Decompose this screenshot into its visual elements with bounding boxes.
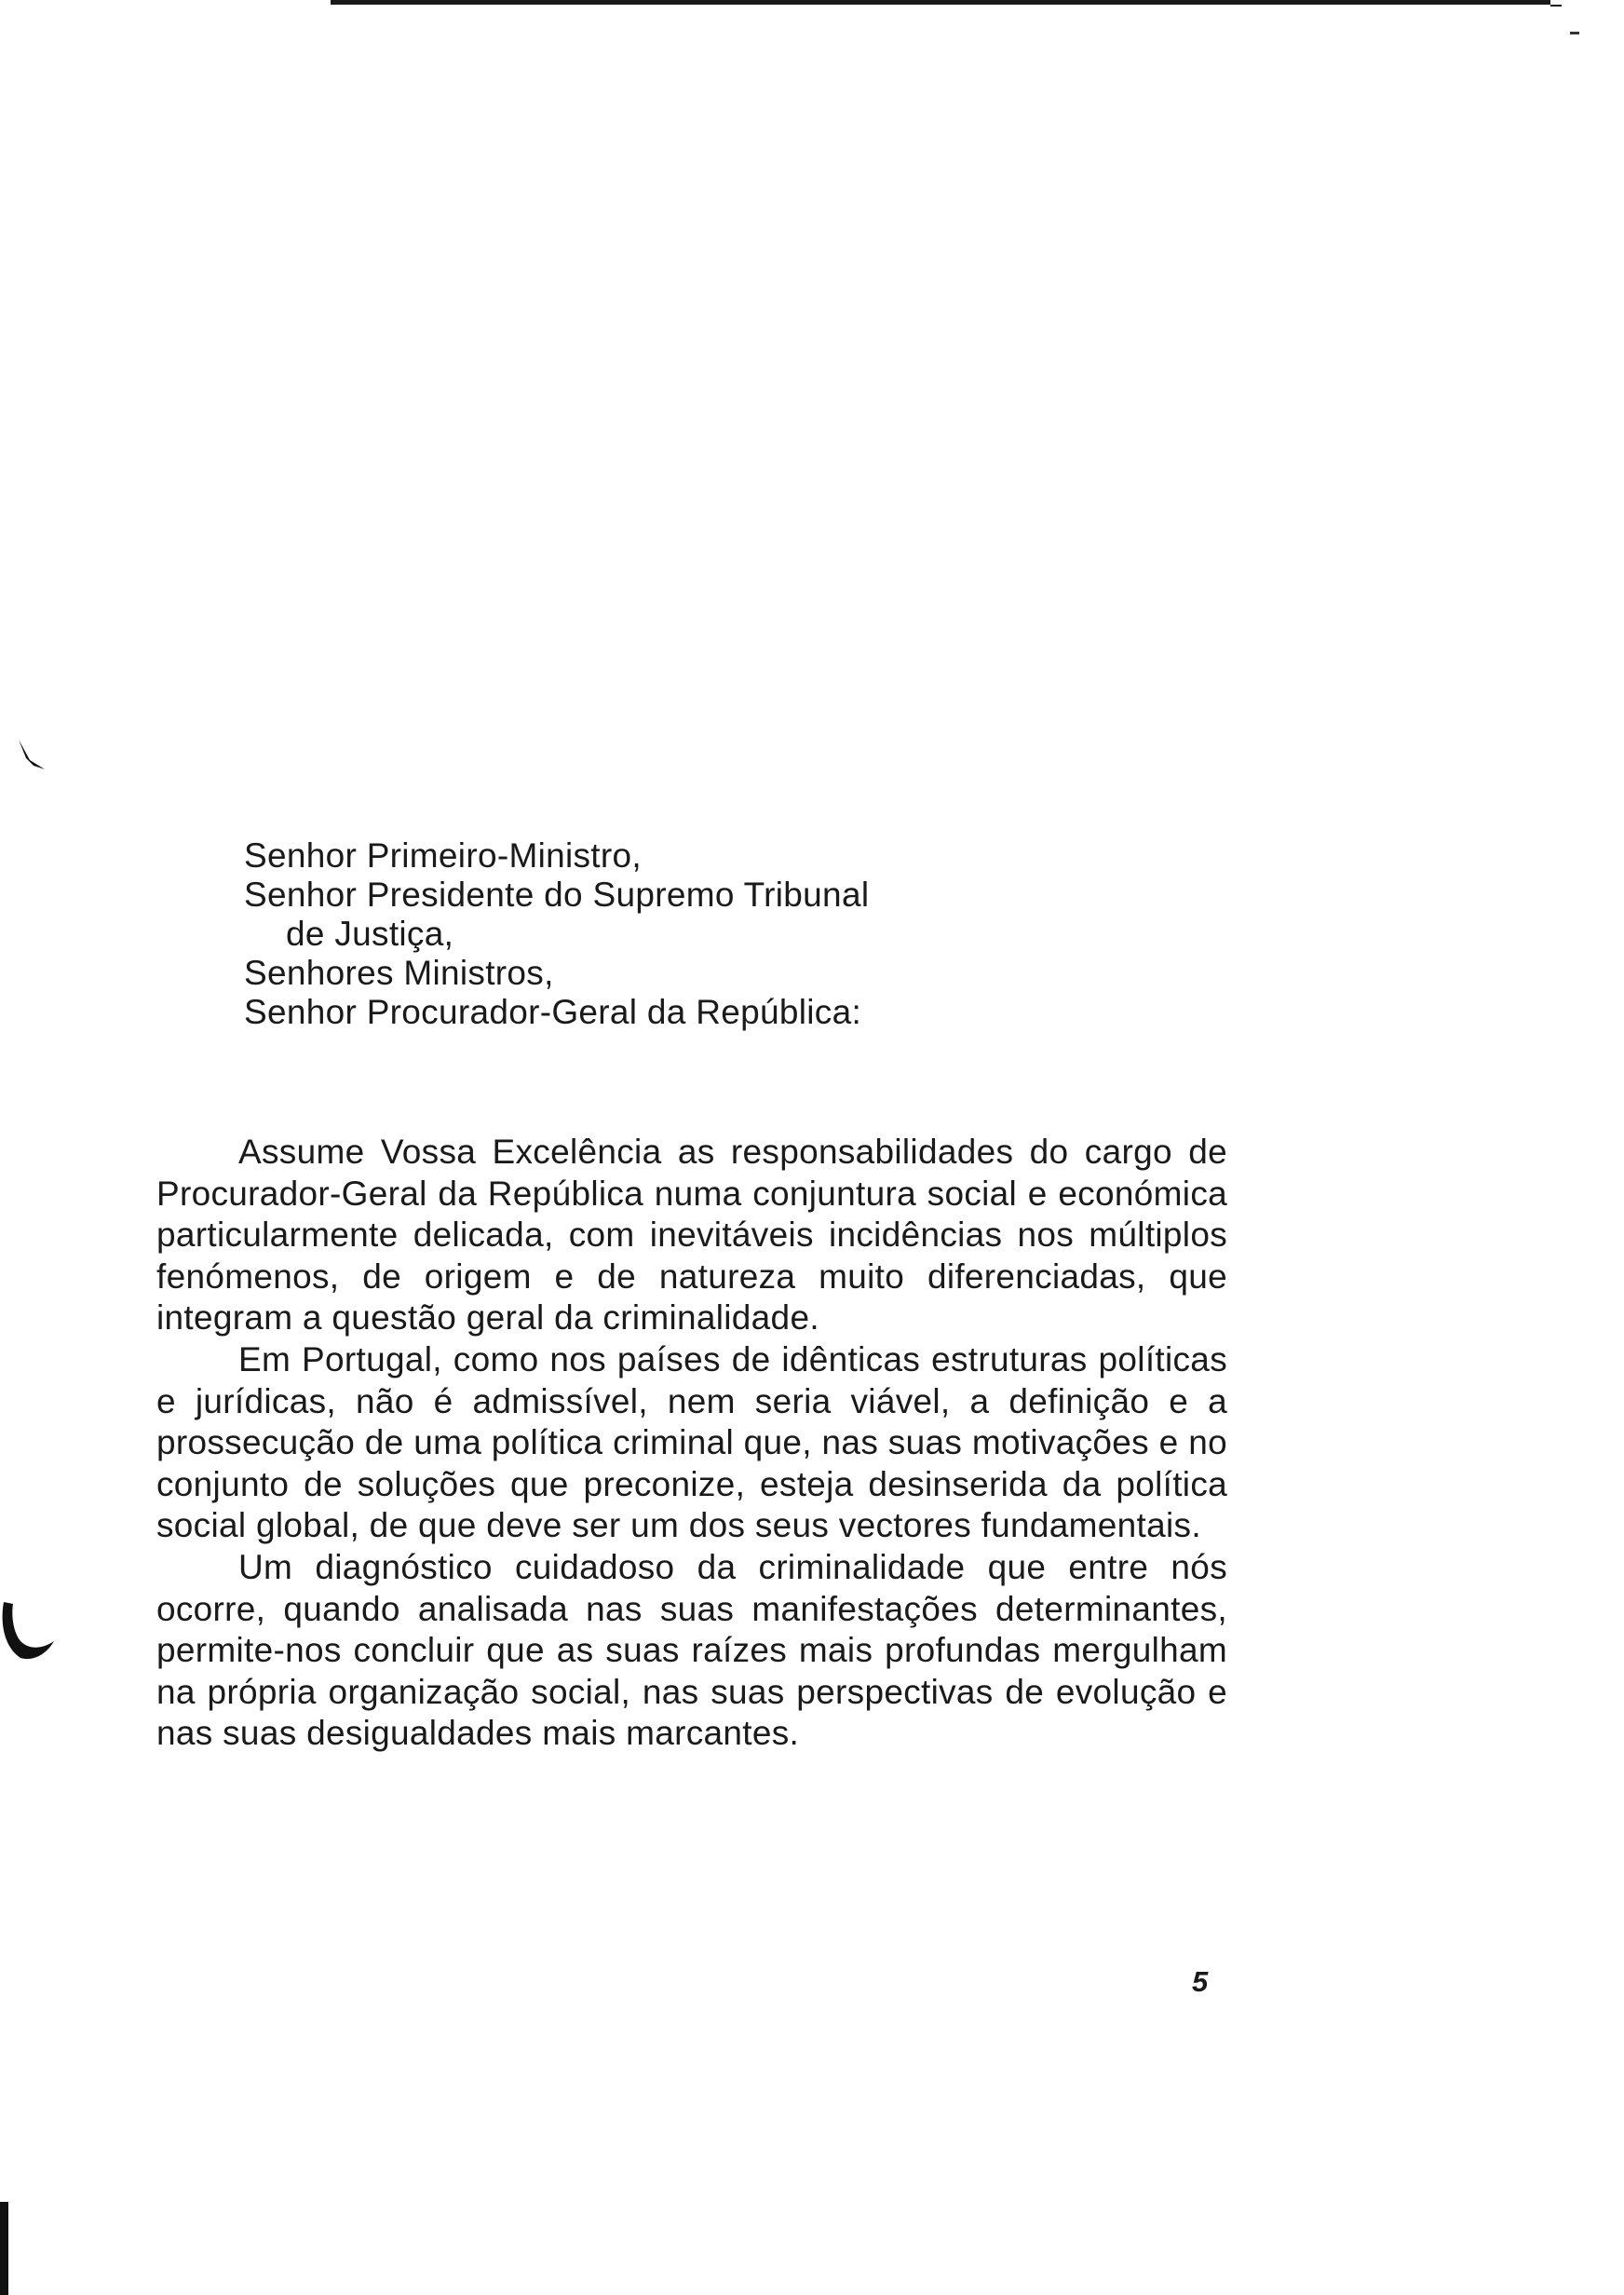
salutation-line: Senhores Ministros, <box>244 954 554 992</box>
salutation-line: Senhor Primeiro-Ministro, <box>244 836 642 875</box>
paragraph: Assume Vossa Excelência as responsabilidades do cargo de Procurador-Geral da República numa conjuntura social e económica particularmente delicada, com inevitáveis incidências nos múltiplos fenómenos, de origem e de natureza muito diferenciadas, que integram a questão geral da criminalidade. <box>156 1133 1227 1338</box>
salutation-line: Senhor Presidente do Supremo Tribunal <box>244 876 870 914</box>
top-rule-tail <box>1550 5 1562 7</box>
salutation-line: Senhor Procurador-Geral da República: <box>244 993 862 1031</box>
scan-crescent-mark <box>0 1600 56 1662</box>
paragraph: Em Portugal, como nos países de idênticas estruturas políticas e jurídicas, não é admissível, nem seria viável, a definição e a prossecução de uma política criminal que, nas suas motivações e no conjunto de soluções que preconize, esteja desinserida da política social global, de que deve ser um dos seus vectores fundamentais. <box>156 1339 1227 1545</box>
salutation-block <box>244 836 869 1032</box>
edge-mark <box>1570 32 1579 34</box>
salutation-line: de Justiça, <box>286 915 454 953</box>
body-text <box>156 1132 1227 1755</box>
paragraph: Um diagnóstico cuidadoso da criminalidade que entre nós ocorre, quando analisada nas suas manifestações determinantes, permite-nos concluir que as suas raízes mais profundas mergulham na própria organização social, nas suas perspectivas de evolução e nas suas desigualdades mais marcantes. <box>156 1547 1227 1753</box>
scan-tick-mark <box>17 738 48 771</box>
page-number: 5 <box>1192 1965 1209 1998</box>
top-rule <box>331 0 1550 5</box>
scan-edge-bar <box>0 2202 8 2295</box>
